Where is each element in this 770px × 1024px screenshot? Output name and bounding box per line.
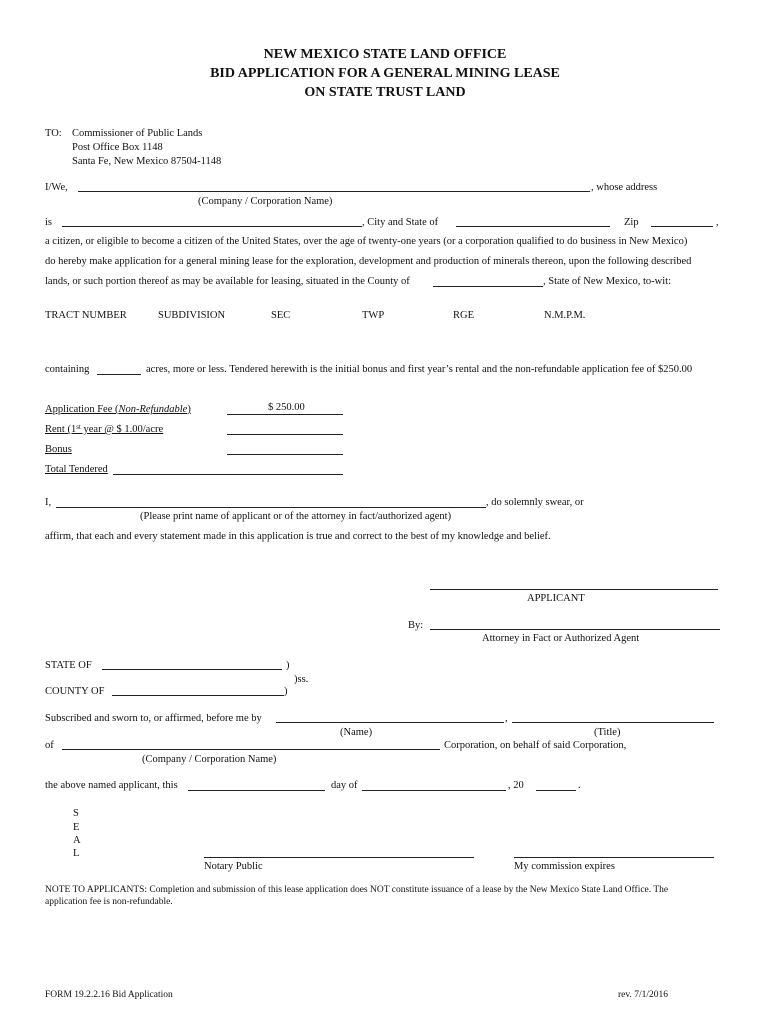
total-tendered-label: Total Tendered — [45, 464, 108, 475]
notary-company-caption: (Company / Corporation Name) — [142, 754, 277, 765]
sworn-title-field[interactable] — [512, 722, 714, 723]
state-of-label: STATE OF — [45, 660, 92, 671]
of-label: of — [45, 740, 54, 751]
note-line2: application fee is non-refundable. — [45, 897, 173, 907]
twp-header: TWP — [362, 310, 385, 321]
subdivision-header: SUBDIVISION — [158, 310, 226, 321]
bonus-label: Bonus — [45, 444, 72, 455]
whose-address-text: , whose address — [591, 182, 658, 193]
acres-field[interactable] — [97, 374, 141, 375]
year-suffix: . — [578, 780, 581, 791]
form-title-line2: BID APPLICATION FOR A GENERAL MINING LEASE — [210, 66, 560, 81]
county-paren: ) — [284, 686, 288, 697]
company-name-caption: (Company / Corporation Name) — [198, 196, 333, 207]
citizen-paragraph-line2: do hereby make application for a general mining lease for the exploration, development and production of minerals thereon, upon the following described — [45, 256, 692, 267]
containing-text: acres, more or less. Tendered herewith is the initial bonus and first year’s rental and the non-refundable application fee of $250.00 — [146, 364, 693, 375]
zip-trailing-comma: , — [716, 217, 719, 228]
notary-company-field[interactable] — [62, 749, 440, 750]
month-field[interactable] — [362, 790, 506, 791]
sworn-name-field[interactable] — [276, 722, 504, 723]
citizen-paragraph-line3: lands, or such portion thereof as may be available for leasing, situated in the County of — [45, 276, 410, 287]
zip-label: Zip — [624, 217, 639, 228]
addressee-po-box: Post Office Box 1148 — [72, 142, 163, 153]
title-caption: (Title) — [594, 727, 621, 738]
rent-field[interactable] — [227, 434, 343, 435]
applicant-print-name-field[interactable] — [56, 507, 486, 508]
addressee-name: Commissioner of Public Lands — [72, 128, 203, 139]
above-named-text: the above named applicant, this — [45, 780, 178, 791]
notary-county-field[interactable] — [112, 695, 284, 696]
seal-letter-a: A — [73, 835, 81, 846]
agent-caption: Attorney in Fact or Authorized Agent — [482, 633, 640, 644]
iwe-label: I/We, — [45, 182, 68, 193]
subscribed-text: Subscribed and sworn to, or affirmed, before me by — [45, 713, 262, 724]
tract-number-header: TRACT NUMBER — [45, 310, 127, 321]
bonus-field[interactable] — [227, 454, 343, 455]
commission-expires-field[interactable] — [514, 857, 714, 858]
day-field[interactable] — [188, 790, 325, 791]
form-id: FORM 19.2.2.16 Bid Application — [45, 990, 173, 1000]
form-title-line3: ON STATE TRUST LAND — [304, 85, 466, 100]
state-to-wit-text: , State of New Mexico, to-wit: — [543, 276, 672, 287]
to-label: TO: — [45, 128, 62, 139]
county-of-label: COUNTY OF — [45, 686, 105, 697]
year-prefix: , 20 — [508, 780, 524, 791]
corporation-behalf-text: Corporation, on behalf of said Corporation, — [444, 740, 627, 751]
applicant-signature-field[interactable] — [430, 589, 718, 590]
zip-field[interactable] — [651, 226, 713, 227]
company-name-field[interactable] — [78, 191, 590, 192]
oath-i-label: I, — [45, 497, 52, 508]
application-fee-label: Application Fee (Non-Refundable) — [45, 404, 191, 415]
state-field[interactable] — [456, 226, 610, 227]
containing-label: containing — [45, 364, 90, 375]
swear-text: , do solemnly swear, or — [486, 497, 584, 508]
sec-header: SEC — [271, 310, 291, 321]
rent-label: Rent (1st year @ $ 1.00/acre — [45, 423, 164, 435]
form-title-line1: NEW MEXICO STATE LAND OFFICE — [263, 47, 507, 62]
by-label: By: — [408, 620, 424, 631]
seal-letter-e: E — [73, 822, 80, 833]
county-field[interactable] — [433, 286, 543, 287]
ss-mark: )ss. — [294, 674, 309, 685]
print-name-caption: (Please print name of applicant or of the attorney in fact/authorized agent) — [140, 511, 452, 522]
city-state-label: , City and State of — [362, 217, 439, 228]
total-tendered-field[interactable] — [113, 474, 343, 475]
is-label: is — [45, 217, 53, 228]
nmpm-header: N.M.P.M. — [544, 310, 586, 321]
address-field[interactable] — [62, 226, 362, 227]
application-fee-field — [227, 414, 343, 415]
state-paren: ) — [286, 660, 290, 671]
citizen-paragraph-line1: a citizen, or eligible to become a citizen of the United States, over the age of twenty-one years (or a corporation qualified to do business in New Mexico) — [45, 236, 688, 247]
affirm-text: affirm, that each and every statement made in this application is true and correct to the best of my knowledge and belief. — [45, 531, 551, 542]
addressee-city: Santa Fe, New Mexico 87504-1148 — [72, 156, 222, 167]
subscribed-comma: , — [505, 713, 508, 724]
rge-header: RGE — [453, 310, 474, 321]
note-line1: NOTE TO APPLICANTS: Completion and submission of this lease application does NOT constitute issuance of a lease by the New Mexico State Land Office. The — [45, 885, 669, 895]
seal-letter-s: S — [73, 808, 79, 819]
seal-letter-l: L — [73, 848, 80, 859]
day-of-label: day of — [331, 780, 358, 791]
name-caption: (Name) — [340, 727, 373, 738]
applicant-caption: APPLICANT — [527, 593, 585, 604]
application-fee-value: $ 250.00 — [268, 402, 305, 413]
notary-signature-field[interactable] — [204, 857, 474, 858]
notary-public-caption: Notary Public — [204, 861, 263, 872]
notary-state-field[interactable] — [102, 669, 282, 670]
commission-expires-caption: My commission expires — [514, 861, 615, 872]
revision-date: rev. 7/1/2016 — [618, 990, 669, 1000]
year-field[interactable] — [536, 790, 576, 791]
agent-signature-field[interactable] — [430, 629, 720, 630]
